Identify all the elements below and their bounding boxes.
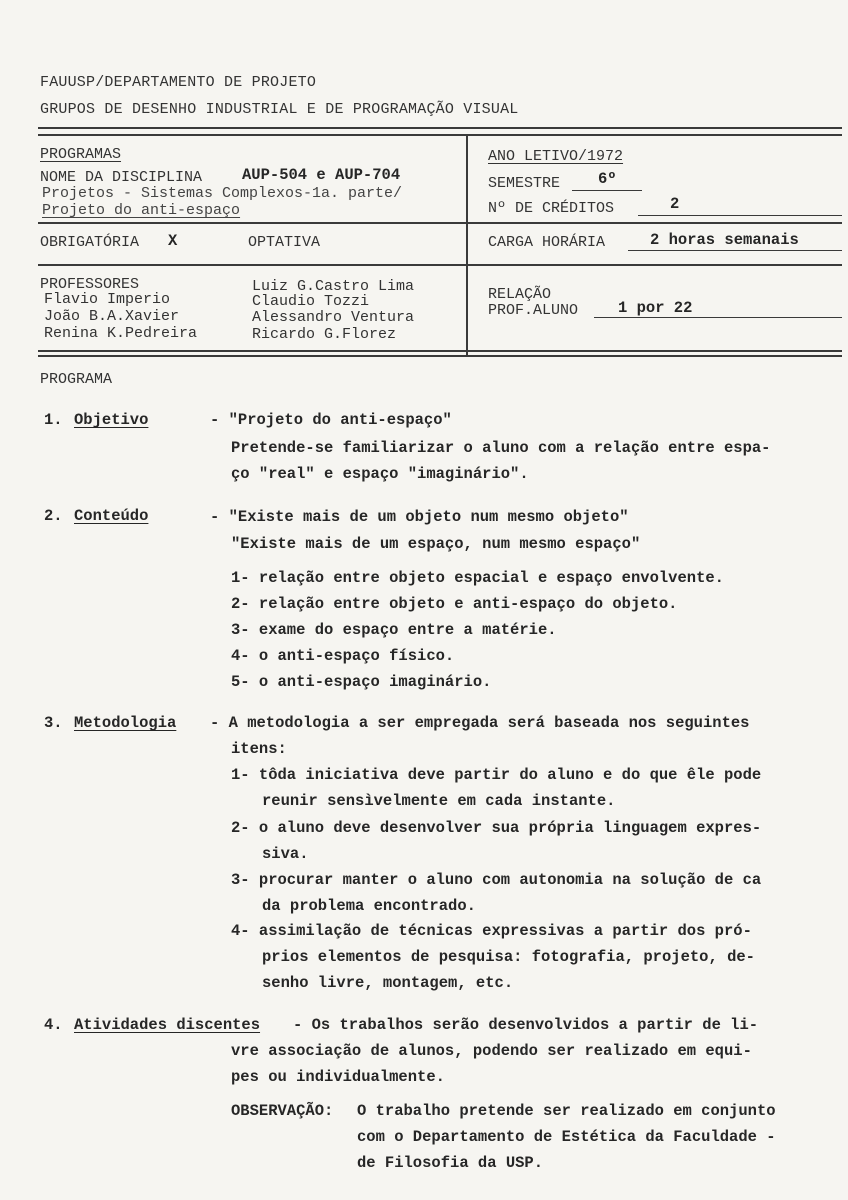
section-2-item-1: 1- relação entre objeto espacial e espaço envolvente. <box>231 569 724 587</box>
semestre-underline <box>572 190 642 191</box>
section-3-item-2-a: 2- o aluno deve desenvolver sua própria linguagem expres- <box>231 819 762 837</box>
obrigatoria-mark: X <box>168 232 178 250</box>
top-rule-2 <box>38 134 842 136</box>
bottom-rule-2 <box>38 355 842 357</box>
section-4-line-2: vre associação de alunos, podendo ser realizado em equi- <box>231 1042 752 1060</box>
section-3-item-1-b: reunir sensìvelmente em cada instante. <box>262 792 616 810</box>
left-rule-2 <box>38 264 466 266</box>
professor-right-1: Luiz G.Castro Lima <box>252 278 415 295</box>
section-2-item-2: 2- relação entre objeto e anti-espaço do objeto. <box>231 595 678 613</box>
programas-label: PROGRAMAS <box>40 146 122 163</box>
carga-value: 2 horas semanais <box>650 231 799 249</box>
semestre-value: 6º <box>598 170 617 188</box>
professor-left-1: Flavio Imperio <box>44 291 171 308</box>
carga-label: CARGA HORÁRIA <box>488 234 606 251</box>
professor-right-2: Claudio Tozzi <box>252 293 370 310</box>
professores-label: PROFESSORES <box>40 276 140 293</box>
obrigatoria-label: OBRIGATÓRIA <box>40 234 140 251</box>
section-1-heading: Objetivo <box>74 411 149 429</box>
section-3-heading: Metodologia <box>74 714 177 732</box>
disciplina-label: NOME DA DISCIPLINA <box>40 169 203 186</box>
section-3-item-1-a: 1- tôda iniciativa deve partir do aluno e do que êle pode <box>231 766 762 784</box>
section-3-item-2-b: siva. <box>262 845 309 863</box>
right-rule-1 <box>467 222 842 224</box>
section-3-line-1: - A metodologia a ser empregada será baseada nos seguintes <box>210 714 750 732</box>
disciplina-code: AUP-504 e AUP-704 <box>242 166 401 184</box>
prof-aluno-label: PROF.ALUNO <box>488 302 579 319</box>
groups-header: GRUPOS DE DESENHO INDUSTRIAL E DE PROGRAMAÇÃO VISUAL <box>40 101 519 118</box>
section-2-heading: Conteúdo <box>74 507 149 525</box>
section-3-item-4-c: senho livre, montagem, etc. <box>262 974 514 992</box>
section-4-line-3: pes ou individualmente. <box>231 1068 445 1086</box>
observacao-label: OBSERVAÇÃO: <box>231 1102 334 1120</box>
right-rule-2 <box>467 264 842 266</box>
creditos-label: Nº DE CRÉDITOS <box>488 200 615 217</box>
section-1-number: 1. <box>44 411 63 429</box>
section-2-number: 2. <box>44 507 63 525</box>
section-3-item-4-b: prios elementos de pesquisa: fotografia, projeto, de- <box>262 948 755 966</box>
creditos-underline <box>638 215 842 216</box>
form-divider <box>466 135 468 356</box>
observacao-line-1: O trabalho pretende ser realizado em conjunto <box>357 1102 776 1120</box>
section-4-line-1: - Os trabalhos serão desenvolvidos a partir de li- <box>293 1016 759 1034</box>
relacao-label: RELAÇÃO <box>488 286 552 303</box>
programa-title: PROGRAMA <box>40 371 113 388</box>
section-4-number: 4. <box>44 1016 63 1034</box>
section-2-item-3: 3- exame do espaço entre a matérie. <box>231 621 557 639</box>
semestre-label: SEMESTRE <box>488 175 561 192</box>
observacao-line-3: de Filosofia da USP. <box>357 1154 544 1172</box>
department-header: FAUUSP/DEPARTAMENTO DE PROJETO <box>40 74 317 91</box>
prof-aluno-value: 1 por 22 <box>618 299 693 317</box>
professor-left-3: Renina K.Pedreira <box>44 325 198 342</box>
section-2-item-4: 4- o anti-espaço físico. <box>231 647 455 665</box>
section-3-item-4-a: 4- assimilação de técnicas expressivas a partir dos pró- <box>231 922 752 940</box>
observacao-line-2: com o Departamento de Estética da Faculdade - <box>357 1128 776 1146</box>
section-1-line-2: Pretende-se familiarizar o aluno com a relação entre espa- <box>231 439 771 457</box>
ano-letivo: ANO LETIVO/1972 <box>488 148 624 165</box>
section-3-number: 3. <box>44 714 63 732</box>
section-3-item-3-a: 3- procurar manter o aluno com autonomia na solução de ca <box>231 871 762 889</box>
section-2-line-1: - "Existe mais de um objeto num mesmo objeto" <box>210 508 629 526</box>
bottom-rule <box>38 350 842 352</box>
professor-right-3: Alessandro Ventura <box>252 309 415 326</box>
creditos-value: 2 <box>670 195 680 213</box>
professor-left-2: João B.A.Xavier <box>44 308 180 325</box>
section-1-line-3: ço "real" e espaço "imaginário". <box>231 465 529 483</box>
section-1-line-1: - "Projeto do anti-espaço" <box>210 411 452 429</box>
disciplina-line-2: Projeto do anti-espaço <box>42 202 241 219</box>
disciplina-line-1: Projetos - Sistemas Complexos-1a. parte/ <box>42 185 403 202</box>
section-3-item-3-b: da problema encontrado. <box>262 897 476 915</box>
professor-right-4: Ricardo G.Florez <box>252 326 397 343</box>
section-2-item-5: 5- o anti-espaço imaginário. <box>231 673 492 691</box>
section-4-heading: Atividades discentes <box>74 1016 261 1034</box>
section-3-line-2: itens: <box>231 740 287 758</box>
left-rule-1 <box>38 222 466 224</box>
prof-aluno-underline <box>594 317 842 318</box>
carga-underline <box>628 250 842 251</box>
section-2-line-2: "Existe mais de um espaço, num mesmo espaço" <box>231 535 641 553</box>
top-rule <box>38 127 842 129</box>
optativa-label: OPTATIVA <box>248 234 321 251</box>
